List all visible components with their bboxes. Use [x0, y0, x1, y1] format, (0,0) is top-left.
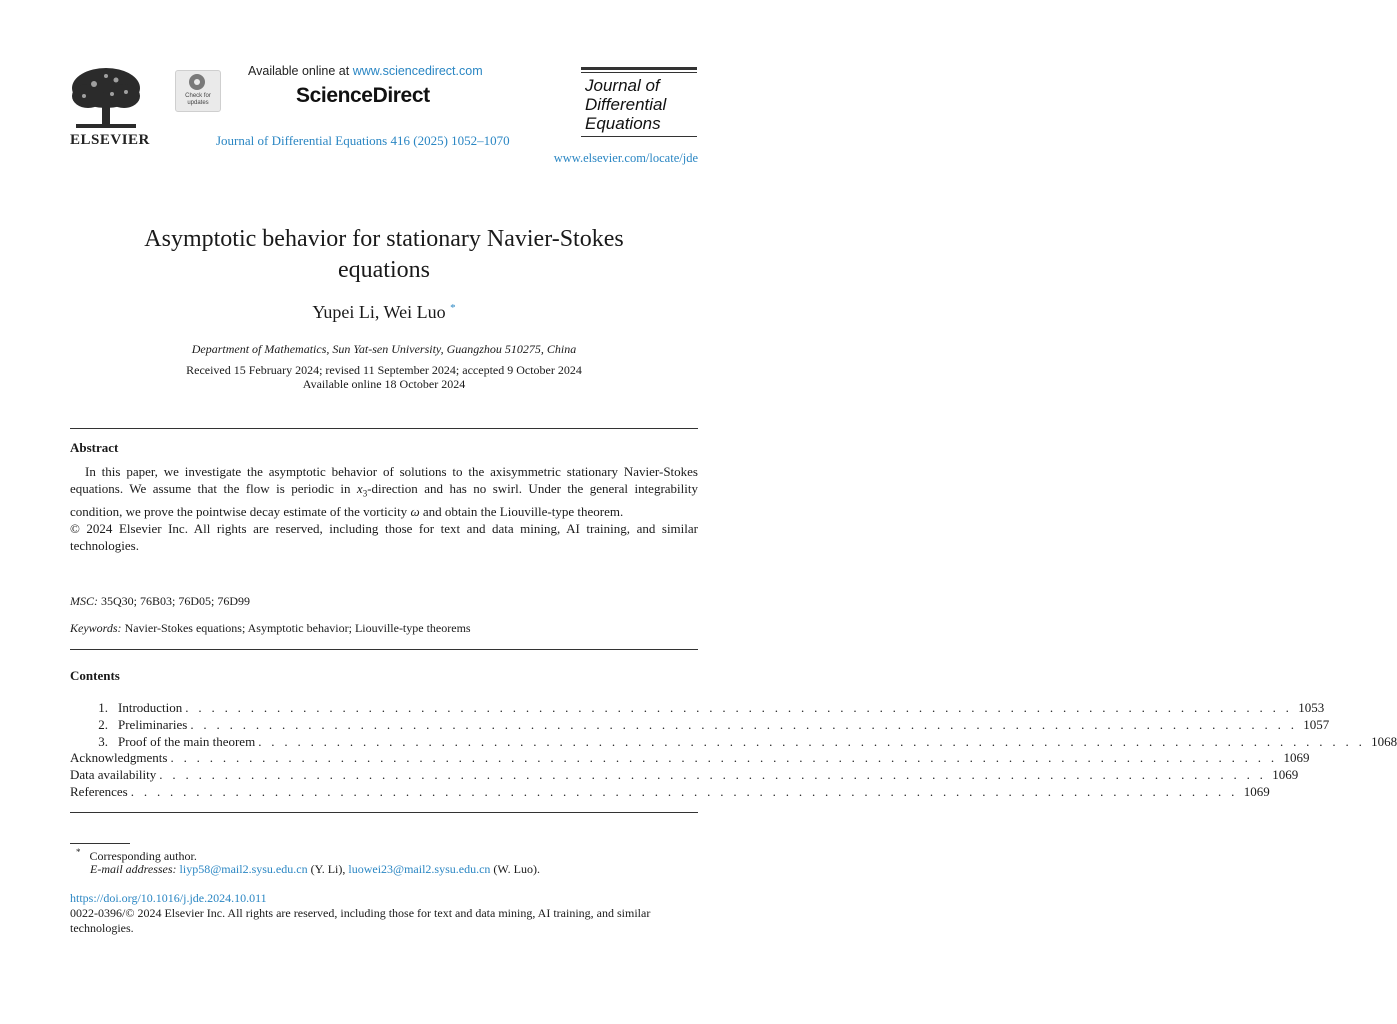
publisher-wordmark: ELSEVIER: [70, 132, 150, 148]
abstract-text-part: and obtain the Liouville-type theorem.: [419, 503, 624, 519]
available-prefix: Available online at: [248, 64, 350, 78]
journal-title-block: [585, 76, 666, 133]
abstract-text-part: In this paper, we investigate the asymptotic behavior of solutions to the axisymmetric stationary Navier-Stokes equations. We assume that the flow is periodic in: [70, 464, 698, 496]
toc-page: 1068: [1371, 733, 1397, 749]
journal-title-rule-bottom: [581, 136, 697, 137]
toc-number: 1.: [98, 700, 108, 715]
toc-leader-dots: . . . . . . . . . . . . . . . . . . . . . . . . . . . . . . . . . . . . . . . . . . . . . . . . . . . . . . . . . . . . . . . . . . . . . . . . . . . . . . . . . . . . .: [159, 767, 1267, 783]
footnote-text: Corresponding author.: [89, 849, 197, 863]
article-history: [70, 363, 698, 391]
email-owner: (W. Luo).: [490, 862, 540, 876]
keywords: [70, 621, 471, 636]
abstract-text-part: -direction and has no swirl. Under the general integrability condition, we prove the pointwise decay estimate of the vorticity: [70, 481, 699, 519]
keywords-value: Navier-Stokes equations; Asymptotic behavior; Liouville-type theorems: [124, 621, 471, 635]
toc-title: Introduction: [118, 700, 183, 715]
table-of-contents: [70, 700, 1397, 801]
toc-page: 1069: [1283, 750, 1310, 766]
journal-title-rule-top: [581, 67, 697, 70]
journal-homepage-link[interactable]: www.elsevier.com/locate/jde: [553, 151, 698, 165]
toc-title: Preliminaries: [118, 716, 188, 732]
affiliation: Department of Mathematics, Sun Yat-sen University, Guangzhou 510275, China: [191, 342, 577, 356]
toc-leader-dots: . . . . . . . . . . . . . . . . . . . . . . . . . . . . . . . . . . . . . . . . . . . . . . . . . . . . . . . . . . . . . . . . . . . . . . . . . . . . . . . . . . . . .: [258, 733, 1366, 749]
author-list: [70, 302, 698, 323]
toc-leader-dots: . . . . . . . . . . . . . . . . . . . . . . . . . . . . . . . . . . . . . . . . . . . . . . . . . . . . . . . . . . . . . . . . . . . . . . . . . . . . . . . . . . . . .: [130, 783, 1238, 799]
abstract-copyright: © 2024 Elsevier Inc. All rights are reserved, including those for text and data mining, AI training, and similar technologies.: [70, 520, 698, 553]
article-title: [70, 224, 698, 286]
abstract-heading: Abstract: [70, 440, 119, 455]
toc-page: 1057: [1303, 716, 1330, 732]
email-link-li[interactable]: liyp58@mail2.sysu.edu.cn: [179, 862, 308, 876]
toc-page: 1053: [1298, 700, 1325, 715]
authors-text: Yupei Li, Wei Luo: [312, 302, 446, 322]
journal-title-rule-top-thin: [581, 72, 697, 73]
article-title-line: Asymptotic behavior for stationary Navier-Stokes: [144, 226, 624, 252]
toc-page: 1069: [1243, 783, 1270, 799]
toc-entry-introduction[interactable]: [70, 700, 1325, 717]
divider-top: [70, 428, 698, 429]
check-updates-icon: [189, 74, 205, 90]
email-owner: (Y. Li),: [307, 862, 349, 876]
elsevier-tree-logo: [66, 66, 146, 132]
online-date: Available online 18 October 2024: [302, 377, 466, 391]
article-title-line: equations: [338, 257, 430, 283]
sciencedirect-link[interactable]: www.sciencedirect.com: [352, 64, 483, 78]
divider-contents-top: [70, 649, 698, 650]
footnote-mark: *: [76, 847, 81, 857]
divider-contents-bottom: [70, 812, 698, 813]
available-online: [248, 64, 483, 78]
issn-copyright: 0022-0396/© 2024 Elsevier Inc. All rights are reserved, including those for text and data mining, AI training, and similar technologies.: [70, 906, 651, 935]
contents-heading: Contents: [70, 668, 120, 683]
sciencedirect-logo: ScienceDirect: [296, 84, 430, 107]
journal-title-line: Equations: [585, 114, 661, 133]
msc-codes: [70, 594, 250, 609]
toc-page: 1069: [1272, 767, 1299, 783]
toc-entry-references[interactable]: [70, 783, 1270, 801]
toc-leader-dots: . . . . . . . . . . . . . . . . . . . . . . . . . . . . . . . . . . . . . . . . . . . . . . . . . . . . . . . . . . . . . . . . . . . . . . . . . . . . . . . . . . . . .: [190, 716, 1298, 732]
footnote-emails: [90, 862, 540, 877]
toc-entry-proof[interactable]: [70, 733, 1397, 751]
msc-value: 35Q30; 76B03; 76D05; 76D99: [101, 594, 251, 608]
toc-title: Data availability: [70, 767, 157, 783]
email-link-luo[interactable]: luowei23@mail2.sysu.edu.cn: [348, 862, 491, 876]
toc-title: References: [70, 783, 128, 799]
abstract-body: [70, 463, 698, 554]
msc-label: MSC:: [70, 594, 98, 608]
toc-entry-acknowledgments[interactable]: [70, 750, 1310, 767]
math-subscript: 3: [362, 488, 368, 499]
toc-number: 2.: [98, 716, 108, 732]
toc-title: Proof of the main theorem: [118, 733, 256, 749]
journal-title-line: Differential: [585, 95, 667, 114]
check-for-updates-badge[interactable]: [175, 70, 221, 112]
received-dates: Received 15 February 2024; revised 11 September 2024; accepted 9 October 2024: [186, 363, 582, 377]
keywords-label: Keywords:: [70, 621, 122, 635]
math-var: x: [356, 481, 363, 496]
journal-title-line: Journal of: [585, 76, 660, 95]
toc-title: Acknowledgments: [70, 750, 168, 766]
toc-number: 3.: [98, 733, 108, 749]
abstract-paragraph: [70, 463, 698, 520]
math-omega: ω: [410, 503, 420, 519]
toc-leader-dots: . . . . . . . . . . . . . . . . . . . . . . . . . . . . . . . . . . . . . . . . . . . . . . . . . . . . . . . . . . . . . . . . . . . . . . . . . . . . . . . . . . . . .: [170, 750, 1278, 766]
corresponding-author-mark[interactable]: *: [450, 302, 456, 314]
journal-citation-link[interactable]: Journal of Differential Equations 416 (2025) 1052–1070: [216, 133, 510, 148]
toc-entry-data-availability[interactable]: [70, 767, 1299, 784]
email-label: E-mail addresses:: [90, 862, 177, 876]
check-updates-label: Check for updates: [185, 93, 211, 106]
footnote-rule: [70, 843, 130, 844]
doi-link[interactable]: https://doi.org/10.1016/j.jde.2024.10.011: [70, 891, 267, 905]
toc-entry-preliminaries[interactable]: [70, 716, 1330, 734]
toc-leader-dots: . . . . . . . . . . . . . . . . . . . . . . . . . . . . . . . . . . . . . . . . . . . . . . . . . . . . . . . . . . . . . . . . . . . . . . . . . . . . . . . . . . . . .: [185, 700, 1293, 715]
